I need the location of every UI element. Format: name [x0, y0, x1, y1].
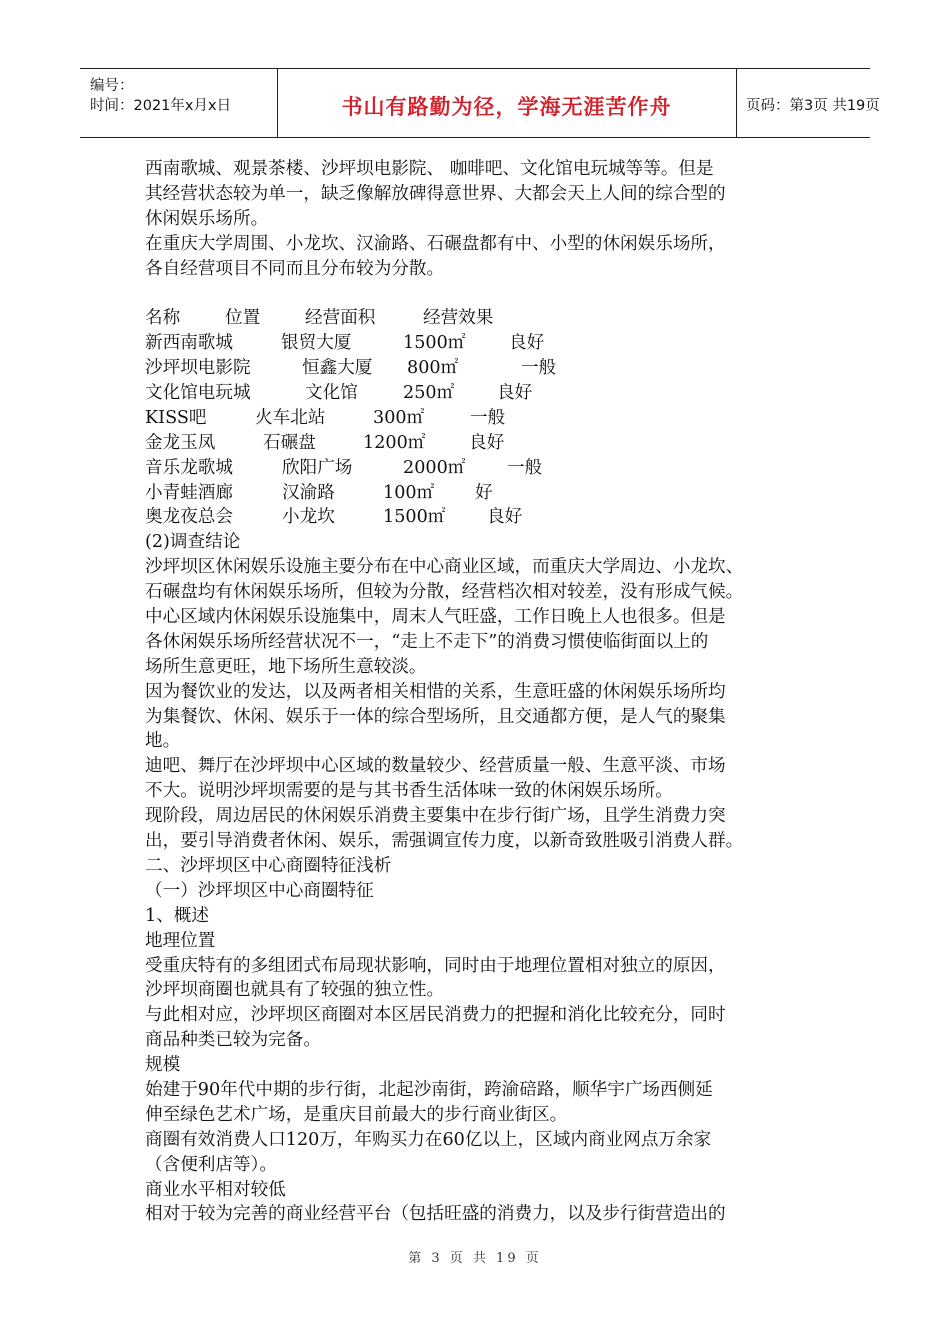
venue-area: 1200㎡ [363, 432, 426, 453]
document-number-label: 编号： [90, 78, 134, 94]
paragraph-line: 西南歌城、观景茶楼、沙坪坝电影院、 咖啡吧、文化馆电玩城等等。但是 [145, 159, 714, 179]
venue-area: 1500㎡ [403, 333, 466, 354]
paragraph-line: 始建于90年代中期的步行街，北起沙南街，跨渝碚路，顺华宇广场西侧延 [145, 1079, 713, 1100]
table-row [145, 456, 825, 481]
venue-effect: 良好 [487, 507, 523, 528]
venue-name: 金龙玉凤 [145, 432, 216, 453]
table-header-location: 位置 [225, 308, 261, 329]
venue-location: 火车北站 [255, 407, 326, 428]
paragraph-line: 因为餐饮业的发达，以及两者相关相惜的关系，生意旺盛的休闲娱乐场所均 [145, 681, 726, 702]
paragraph-line: 沙坪坝区休闲娱乐设施主要分布在中心商业区域，而重庆大学周边、小龙坎、 [145, 557, 744, 578]
venue-name: KISS吧 [145, 407, 207, 428]
venue-effect: 好 [475, 482, 493, 503]
venue-location: 石碾盘 [263, 432, 316, 453]
venue-name: 音乐龙歌城 [145, 457, 233, 478]
paragraph-line: 各休闲娱乐场所经营状况不一，“走上不走下”的消费习惯使临街面以上的 [145, 631, 709, 652]
venue-area: 250㎡ [403, 383, 455, 404]
venue-effect: 一般 [507, 457, 543, 478]
venue-location: 银贸大厦 [281, 333, 352, 354]
table-header-area: 经营面积 [305, 308, 376, 329]
venue-effect: 良好 [469, 432, 505, 453]
table-header-name: 名称 [145, 308, 181, 329]
venue-area: 800㎡ [407, 358, 459, 379]
venue-location: 汉渝路 [282, 482, 335, 503]
table-header-effect: 经营效果 [423, 308, 494, 329]
paragraph-line: 地。 [145, 731, 181, 752]
paragraph-line: 其经营状态较为单一，缺乏像解放碑得意世界、大都会天上人间的综合型的 [145, 183, 726, 204]
table-row [145, 481, 825, 506]
venue-area: 1500㎡ [383, 507, 446, 528]
subheading: 规模 [145, 1055, 181, 1076]
paragraph-line: 受重庆特有的多组团式布局现状影响，同时由于地理位置相对独立的原因， [145, 955, 726, 976]
paragraph-line: 商品种类已较为完备。 [145, 1030, 321, 1051]
table-row [145, 331, 825, 356]
venue-location: 欣阳广场 [282, 457, 353, 478]
paragraph-line: 各自经营项目不同而且分布较为分散。 [145, 258, 445, 279]
venue-effect: 良好 [497, 383, 533, 404]
blank-line [145, 281, 825, 306]
table-row [145, 431, 825, 456]
venue-location: 小龙坎 [282, 507, 335, 528]
venue-location: 文化馆 [305, 383, 358, 404]
header-page-number: 页码：第3页 共19页 [746, 98, 880, 114]
document-date-label: 时间：2021年x月x日 [90, 98, 232, 114]
venue-name: 文化馆电玩城 [145, 383, 251, 404]
paragraph-line: 不大。说明沙坪坝需要的是与其书香生活体味一致的休闲娱乐场所。 [145, 781, 673, 802]
table-row [145, 505, 825, 530]
paragraph-line: 休闲娱乐场所。 [145, 208, 269, 229]
page-footer: 第 3 页 共 19 页 [408, 1251, 542, 1266]
header-left-cell [80, 69, 278, 137]
subheading: 商业水平相对较低 [145, 1179, 286, 1200]
venue-name: 新西南歌城 [145, 333, 233, 354]
paragraph-line: 石碾盘均有休闲娱乐场所，但较为分散，经营档次相对较差，没有形成气候。 [145, 582, 744, 603]
venue-name: 小青蛙酒廊 [145, 482, 233, 503]
paragraph-line: 场所生意更旺，地下场所生意较淡。 [145, 656, 427, 677]
paragraph-line: 迪吧、舞厅在沙坪坝中心区域的数量较少、经营质量一般、生意平淡、市场 [145, 756, 726, 777]
paragraph-line: 出，要引导消费者休闲、娱乐，需强调宣传力度，以新奇致胜吸引消费人群。 [145, 831, 744, 852]
header-motto: 书山有路勤为径，学海无涯苦作舟 [341, 95, 672, 119]
venue-effect: 良好 [509, 333, 545, 354]
subheading: 地理位置 [145, 930, 216, 951]
venue-area: 300㎡ [373, 407, 425, 428]
paragraph-line: 与此相对应，沙坪坝区商圈对本区居民消费力的把握和消化比较充分，同时 [145, 1005, 726, 1026]
document-body [145, 157, 825, 1227]
paragraph-line: 伸至绿色艺术广场，是重庆目前最大的步行商业街区。 [145, 1104, 568, 1125]
table-row [145, 381, 825, 406]
section-heading: 二、沙坪坝区中心商圈特征浅析 [145, 855, 392, 876]
paragraph-line: 沙坪坝商圈也就具有了较强的独立性。 [145, 980, 445, 1001]
section-heading: （一）沙坪坝区中心商圈特征 [145, 880, 374, 901]
venue-effect: 一般 [470, 407, 506, 428]
venue-location: 恒鑫大厦 [302, 358, 373, 379]
venue-name: 奥龙夜总会 [145, 507, 233, 528]
venue-name: 沙坪坝电影院 [145, 358, 251, 379]
paragraph-line: 商圈有效消费人口120万，年购买力在60亿以上，区域内商业网点万余家 [145, 1129, 712, 1150]
paragraph-line: 在重庆大学周围、小龙坎、汉渝路、石碾盘都有中、小型的休闲娱乐场所， [145, 233, 726, 254]
venue-table [145, 306, 825, 530]
paragraph-line: 中心区域内休闲娱乐设施集中，周末人气旺盛，工作日晚上人也很多。但是 [145, 607, 726, 628]
paragraph-line: （含便利店等）。 [145, 1154, 277, 1175]
venue-area: 100㎡ [383, 482, 435, 503]
page-header [80, 68, 880, 138]
section-heading: 1、概述 [145, 905, 209, 926]
paragraph-line: 现阶段，周边居民的休闲娱乐消费主要集中在步行街广场，且学生消费力突 [145, 806, 726, 827]
section-heading: (2)调查结论 [145, 532, 241, 553]
table-row [145, 356, 825, 381]
header-right-cell [736, 69, 880, 137]
venue-effect: 一般 [521, 358, 557, 379]
venue-area: 2000㎡ [403, 457, 466, 478]
paragraph-line: 相对于较为完善的商业经营平台（包括旺盛的消费力，以及步行街营造出的 [145, 1204, 726, 1225]
paragraph-line: 为集餐饮、休闲、娱乐于一体的综合型场所，且交通都方便，是人气的聚集 [145, 706, 726, 727]
header-motto-cell [277, 69, 737, 137]
table-row [145, 406, 825, 431]
table-header-row [145, 306, 825, 331]
